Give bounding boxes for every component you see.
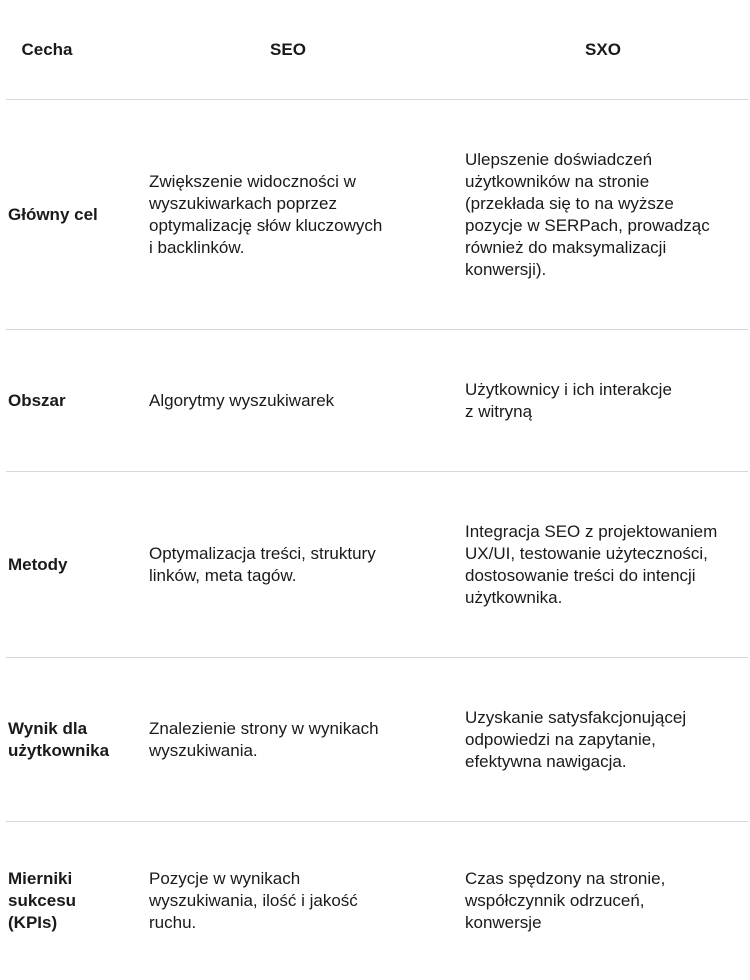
feature-label: Główny cel — [8, 204, 98, 224]
feature-cell — [8, 330, 126, 471]
feature-label: Mierniki sukcesu (KPIs) — [8, 869, 77, 932]
feature-label: Metody — [8, 554, 68, 574]
sxo-cell — [465, 330, 750, 471]
seo-text: Optymalizacja treści, struktury linków, meta tagów. — [149, 543, 376, 585]
sxo-cell — [465, 658, 750, 821]
seo-text: Algorytmy wyszukiwarek — [149, 390, 335, 410]
sxo-text: Użytkownicy i ich interakcje z witryną — [465, 379, 672, 421]
feature-label: Wynik dla użytkownika — [8, 718, 110, 760]
seo-cell — [149, 658, 429, 821]
sxo-cell — [465, 472, 750, 657]
sxo-text: Ulepszenie doświadczeń użytkowników na stronie (przekłada się to na wyższe pozycje w SERPach, prowadząc również do maksymalizacji konwersji). — [465, 149, 710, 279]
feature-label: Obszar — [8, 390, 66, 410]
sxo-text: Uzyskanie satysfakcjonującej odpowiedzi na zapytanie, efektywna nawigacja. — [465, 707, 687, 771]
seo-cell — [149, 822, 429, 980]
seo-cell — [149, 472, 429, 657]
header-cell-sxo: SXO — [585, 39, 621, 59]
feature-cell — [8, 822, 126, 980]
table-row — [6, 472, 748, 658]
seo-cell — [149, 330, 429, 471]
header-cell-feature: Cecha — [21, 39, 73, 59]
feature-cell — [8, 658, 126, 821]
table-header-row — [6, 0, 748, 100]
header-cell-seo: SEO — [270, 39, 306, 59]
seo-text: Pozycje w wynikach wyszukiwania, ilość i jakość ruchu. — [149, 869, 358, 932]
seo-cell — [149, 100, 429, 329]
feature-cell — [8, 100, 126, 329]
sxo-text: Czas spędzony na stronie, współczynnik odrzuceń, konwersje — [465, 869, 666, 932]
seo-text: Znalezienie strony w wynikach wyszukiwania. — [149, 718, 379, 760]
sxo-cell — [465, 822, 750, 980]
table-row — [6, 658, 748, 822]
table-row — [6, 822, 748, 980]
feature-cell — [8, 472, 126, 657]
table-row — [6, 100, 748, 330]
seo-text: Zwiększenie widoczności w wyszukiwarkach poprzez optymalizację słów kluczowych i backlinków. — [149, 171, 383, 257]
sxo-cell — [465, 100, 750, 329]
comparison-table — [6, 0, 748, 980]
table-row — [6, 330, 748, 472]
sxo-text: Integracja SEO z projektowaniem UX/UI, testowanie użyteczności, dostosowanie treści do intencji użytkownika. — [465, 521, 718, 607]
